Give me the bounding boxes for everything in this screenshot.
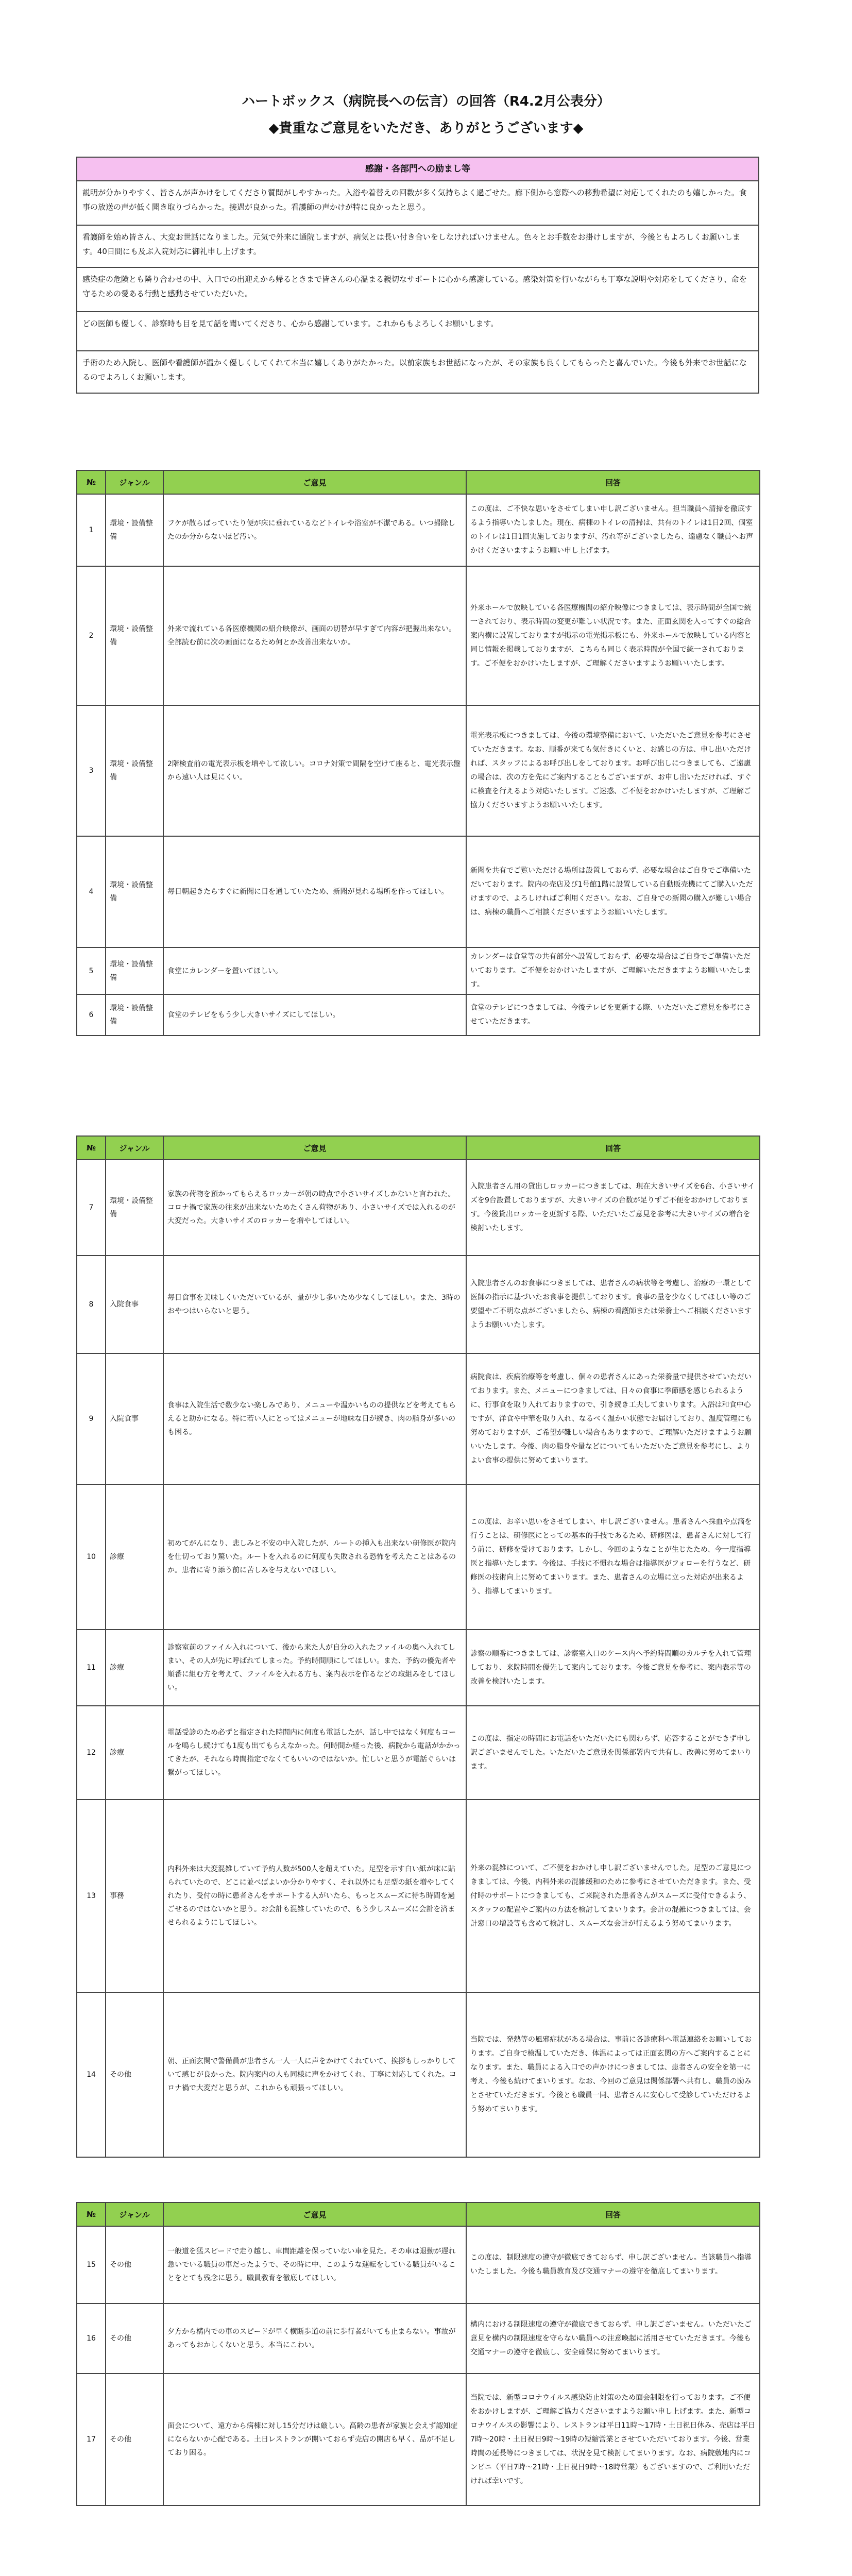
row-number: 12 — [77, 1706, 106, 1800]
thanks-item: どの医師も優しく、診察時も目を見て話を聞いてくださり、心から感謝しています。これからもよろしくお願いします。 — [77, 312, 758, 351]
table-header-row — [77, 1136, 760, 1160]
col-header-genre: ジャンル — [106, 470, 163, 494]
table-row — [77, 2226, 760, 2303]
row-answer: 新聞を共有でご覧いただける場所は設置しておらず、必要な場合はご自身でご準備いただいております。院内の売店及び1号館1階に設置している自動販売機にてご購入いただけますので、よろしければご利用ください。なお、ご自身での新聞の購入が難しい場合は、病棟の職員へご相談くださいますようお願いいたします。 — [466, 836, 760, 947]
row-answer: 食堂のテレビにつきましては、今後テレビを更新する際、いただいたご意見を参考にさせていただきます。 — [466, 994, 760, 1036]
opinions-table-1 — [76, 470, 760, 1036]
row-answer: この度は、お辛い思いをさせてしまい、申し訳ございません。患者さんへ採血や点滴を行うことは、研修医にとっての基本的手技であるため、研修医は、患者さんに対して行う前に、研修を受けております。しかし、今回のようなことが生じたため、今一度指導医と指導いたします。今後は、手技に不慣れな場合は指導医がフォローを行うなど、研修医の技術向上に努めてまいります。また、患者さんの立場に立った対応が出来るよう、指導してまいります。 — [466, 1484, 760, 1630]
row-opinion: 朝、正面玄関で警備員が患者さん一人一人に声をかけてくれていて、挨拶もしっかりしていて感じが良かった。院内案内の人も同様に声をかけてくれ、丁寧に対応してくれた。コロナ禍で大変だと思うが、これからも頑張ってほしい。 — [163, 1992, 466, 2157]
page-subtitle: ◆貴重なご意見をいただき、ありがとうございます◆ — [268, 121, 584, 136]
row-genre: 診療 — [106, 1630, 163, 1706]
row-answer: 病院食は、疾病治療等を考慮し、個々の患者さんにあった栄養量で提供させていただいております。また、メニューにつきましては、日々の食事に季節感を感じられるように、行事食を取り入れておりますので、引き続き工夫してまいります。入浴は和食中心ですが、洋食や中華を取り入れ、なるべく温かい状態でお届けしており、温度管理にも努めておりますが、ご希望が難しい場合もありますので、ご理解いただけますようお願いいたします。今後、肉の脂身や量などについてもいただいたご意見を参考にし、よりよい食事の提供に努めてまいります。 — [466, 1353, 760, 1484]
row-number: 1 — [77, 494, 106, 566]
col-header-opinion: ご意見 — [163, 1136, 466, 1160]
row-genre: 診療 — [106, 1484, 163, 1630]
row-opinion: 家族の荷物を預かってもらえるロッカーが朝の時点で小さいサイズしかないと言われた。コロナ禍で家族の往来が出来ないためたくさん荷物があり、小さいサイズでは入れるのが大変だった。大きいサイズのロッカーを増やしてほしい。 — [163, 1160, 466, 1256]
table-row — [77, 1256, 760, 1353]
table-row — [77, 2374, 760, 2505]
row-opinion: 毎日朝起きたらすぐに新聞に目を通していたため、新聞が見れる場所を作ってほしい。 — [163, 836, 466, 947]
row-answer: この度は、指定の時間にお電話をいただいたにも関わらず、応答することができず申し訳ございませんでした。いただいたご意見を関係部署内で共有し、改善に努めてまいります。 — [466, 1706, 760, 1800]
row-answer: 当院では、発熱等の風邪症状がある場合は、事前に各診療科へ電話連絡をお願いしております。ご自身で検温していただき、体温によっては正面玄関の方へご案内することになります。また、職員による入口での声かけにつきましては、患者さんの安全を第一に考え、今後も続けてまいります。なお、今回のご意見は関係部署へ共有し、職員の励みとさせていただきます。今後とも職員一同、患者さんに安心して受診していただけるよう努めてまいります。 — [466, 1992, 760, 2157]
row-genre: 診療 — [106, 1706, 163, 1800]
row-number: 17 — [77, 2374, 106, 2505]
row-genre: 環境・設備整備 — [106, 836, 163, 947]
row-genre: その他 — [106, 2374, 163, 2505]
row-answer: 外来ホールで放映している各医療機関の紹介映像につきましては、表示時間が全国で統一されており、表示時間の変更が難しい状況です。また、正面玄関を入ってすぐの総合案内横に設置しておりますが掲示の電光掲示板にも、外来ホールで放映している内容と同じ情報を掲載しておりますが、こちらも同じく表示時間が全国で統一されております。ご不便をおかけいたしますが、ご理解くださいますようお願いいたします。 — [466, 566, 760, 705]
row-opinion: 毎日食事を美味しくいただいているが、量が少し多いため少なくしてほしい。また、3時のおやつはいらないと思う。 — [163, 1256, 466, 1353]
table-row — [77, 1992, 760, 2157]
row-number: 2 — [77, 566, 106, 705]
row-number: 7 — [77, 1160, 106, 1256]
col-header-no: № — [77, 1136, 106, 1160]
opinions-table-3 — [76, 2202, 760, 2506]
row-answer: この度は、制限速度の遵守が徹底できておらず、申し訳ございません。当該職員へ指導いたしました。今後も職員教育及び交通マナーの遵守を徹底してまいります。 — [466, 2226, 760, 2303]
row-genre: 事務 — [106, 1800, 163, 1992]
col-header-answer: 回答 — [466, 2202, 760, 2226]
table-row — [77, 2303, 760, 2374]
row-number: 16 — [77, 2303, 106, 2374]
row-genre: 環境・設備整備 — [106, 1160, 163, 1256]
row-genre: 環境・設備整備 — [106, 705, 163, 836]
page-title: ハートボックス（病院長への伝言）の回答（R4.2月公表分） — [242, 94, 610, 109]
row-answer: 入院患者さん用の貸出しロッカーにつきましては、現在大きいサイズを6台、小さいサイズを9台設置しておりますが、大きいサイズの台数が足りずご不便をおかけしております。今後貸出ロッカーを更新する際、いただいたご意見を参考に大きいサイズの増台を検討いたします。 — [466, 1160, 760, 1256]
col-header-genre: ジャンル — [106, 1136, 163, 1160]
table-row — [77, 566, 760, 705]
table-row — [77, 1706, 760, 1800]
thanks-section — [76, 157, 759, 394]
table-row — [77, 994, 760, 1036]
row-number: 13 — [77, 1800, 106, 1992]
row-answer: 電光表示板につきましては、今後の環境整備において、いただいたご意見を参考にさせていただきます。なお、順番が来ても気付きにくいと、お感じの方は、申し出いただければ、スタッフによるお呼び出しをしております。お呼び出しにつきましても、ご遠慮の場合は、次の方を先にご案内することもございますが、お申し出いただければ、すぐに検査を行えるよう対応いたします。ご迷惑、ご不便をおかけいたしますが、ご理解ご協力くださいますようお願いいたします。 — [466, 705, 760, 836]
table-row — [77, 836, 760, 947]
col-header-no: № — [77, 470, 106, 494]
thanks-item: 説明が分かりやすく、皆さんが声かけをしてくださり質問がしやすかった。入浴や着替えの回数が多く気持ちよく過ごせた。廊下側から窓際への移動希望に対応してくれたのも嬉しかった。食事の放送の声が低く聞き取りづらかった。接遇が良かった。看護師の声かけが特に良かったと思う。 — [77, 181, 758, 226]
row-genre: 環境・設備整備 — [106, 494, 163, 566]
table-row — [77, 1160, 760, 1256]
row-genre: その他 — [106, 1992, 163, 2157]
row-genre: 環境・設備整備 — [106, 947, 163, 994]
table-header-row — [77, 470, 760, 494]
row-genre: その他 — [106, 2303, 163, 2374]
row-opinion: 食事は入院生活で数少ない楽しみであり、メニューや温かいものの提供などを考えてもらえると助かになる。特に若い人にとってはメニューが地味な日が続き、肉の脂身が多いのも困る。 — [163, 1353, 466, 1484]
opinions-table-2 — [76, 1136, 760, 2158]
row-answer: 当院では、新型コロナウイルス感染防止対策のため面会制限を行っております。ご不便をおかけしますが、ご理解ご協力くださいますようお願い申し上げます。また、新型コロナウイルスの影響により、レストランは平日11時～17時・土日祝日休み、売店は平日7時～20時・土日祝日9時～19時の短縮営業とさせていただいております。今後、営業時間の延長等につきましては、状況を見て検討してまいります。なお、病院敷地内にコンビニ（平日7時～21時・土日祝日9時～18時営業）もございますので、ご利用いただければ幸いです。 — [466, 2374, 760, 2505]
thanks-item: 看護師を始め皆さん、大変お世話になりました。元気で外来に通院しますが、病気とは長い付き合いをしなければいけません。色々とお手数をお掛けしますが、今後ともよろしくお願いします。40日間にも及ぶ入院対応に御礼申し上げます。 — [77, 226, 758, 268]
row-number: 6 — [77, 994, 106, 1036]
row-number: 8 — [77, 1256, 106, 1353]
col-header-answer: 回答 — [466, 1136, 760, 1160]
table-row — [77, 1800, 760, 1992]
col-header-no: № — [77, 2202, 106, 2226]
col-header-opinion: ご意見 — [163, 470, 466, 494]
table-header-row — [77, 2202, 760, 2226]
row-opinion: 診察室前のファイル入れについて、後から来た人が自分の入れたファイルの奥へ入れてしまい、その人が先に呼ばれてしまった。予約時間順にしてほしい。また、予約の優先者や順番に組む方を考えて、ファイルを入れる方も、案内表示を作るなどの取組みをしてほしい。 — [163, 1630, 466, 1706]
row-opinion: 一般道を猛スピードで走り越し、車間距離を保っていない車を見た。その車は退勤が遅れ急いでいる職員の車だったようで、その時に中、このような運転をしている職員がいることをとても残念に思う。職員教育を徹底してほしい。 — [163, 2226, 466, 2303]
row-number: 5 — [77, 947, 106, 994]
row-genre: 入院食事 — [106, 1256, 163, 1353]
row-number: 9 — [77, 1353, 106, 1484]
row-number: 4 — [77, 836, 106, 947]
table-row — [77, 494, 760, 566]
row-number: 10 — [77, 1484, 106, 1630]
thanks-item: 手術のため入院し、医師や看護師が温かく優しくしてくれて本当に嬉しくありがたかった。以前家族もお世話になったが、その家族も良くしてもらったと喜んでいた。今後も外来でお世話になるのでよろしくお願いします。 — [82, 358, 747, 382]
row-opinion: フケが散らばっていたり便が床に垂れているなどトイレや浴室が不潔である。いつ掃除したのか分からないほど汚い。 — [163, 494, 466, 566]
row-answer: この度は、ご不快な思いをさせてしまい申し訳ございません。担当職員へ清掃を徹底するよう指導いたしました。現在、病棟のトイレの清掃は、共有のトイレは1日2回、個室のトイレは1日1回実施しておりますが、汚れ等がございましたら、遠慮なく職員へお声かけくださいますようお願い申し上げます。 — [466, 494, 760, 566]
row-opinion: 初めてがんになり、悲しみと不安の中入院したが、ルートの挿入も出来ない研修医が院内を仕切っており驚いた。ルートを入れるのに何度も失敗される恐怖を考えたことはあるのか。患者に寄り添う前に苦しみを与えないでほしい。 — [163, 1484, 466, 1630]
row-answer: 診察の順番につきましては、診察室入口のケース内へ予約時間順のカルテを入れて管理しており、来院時間を優先して案内しております。今後ご意見を参考に、案内表示等の改善を検討いたします。 — [466, 1630, 760, 1706]
col-header-opinion: ご意見 — [163, 2202, 466, 2226]
row-number: 11 — [77, 1630, 106, 1706]
row-opinion: 食堂にカレンダーを置いてほしい。 — [163, 947, 466, 994]
row-number: 15 — [77, 2226, 106, 2303]
row-opinion: 面会について、遠方から病棟に対し15分だけは厳しい。高齢の患者が家族と会えず認知症にならないか心配である。土日レストランが開いておらず売店の開店も早く、品が不足しており困る。 — [163, 2374, 466, 2505]
col-header-genre: ジャンル — [106, 2202, 163, 2226]
row-genre: 入院食事 — [106, 1353, 163, 1484]
table-row — [77, 1484, 760, 1630]
row-number: 14 — [77, 1992, 106, 2157]
table-row — [77, 1353, 760, 1484]
row-opinion: 食堂のテレビをもう少し大きいサイズにしてほしい。 — [163, 994, 466, 1036]
row-answer: カレンダーは食堂等の共有部分へ設置しておらず、必要な場合はご自身でご準備いただいております。ご不便をおかけいたしますが、ご理解いただきますようお願いいたします。 — [466, 947, 760, 994]
row-number: 3 — [77, 705, 106, 836]
row-opinion: 外来で流れている各医療機関の紹介映像が、画面の切替が早すぎて内容が把握出来ない。全部読む前に次の画面になるため何とか改善出来ないか。 — [163, 566, 466, 705]
row-answer: 構内における制限速度の遵守が徹底できておらず、申し訳ございません。いただいたご意見を構内の制限速度を守らない職員への注意喚起に活用させていただきます。今後も交通マナーの遵守を徹底し、安全確保に努めてまいります。 — [466, 2303, 760, 2374]
row-opinion: 電話受診のため必ずと指定された時間内に何度も電話したが、話し中ではなく何度もコールを鳴らし続けても1度も出てもらえなかった。何時間か経った後、病院から電話がかかってきたが、それなら時間指定でなくてもいいのではないか。忙しいと思うが電話ぐらいは繋がってほしい。 — [163, 1706, 466, 1800]
row-answer: 外来の混雑について、ご不便をおかけし申し訳ございませんでした。足型のご意見につきましては、今後、内科外来の混雑緩和のために参考にさせていただきます。また、受付時のサポートにつきましても、ご来院された患者さんがスムーズに受付できるよう、スタッフの配置やご案内の方法を検討してまいります。会計の混雑につきましては、会計窓口の増設等も含めて検討し、スムーズな会計が行えるよう努めてまいります。 — [466, 1800, 760, 1992]
row-answer: 入院患者さんのお食事につきましては、患者さんの病状等を考慮し、治療の一環として医師の指示に基づいたお食事を提供しております。食事の量を少なくしてほしい等のご要望やご不明な点がございましたら、病棟の看護師または栄養士へご相談くださいますようお願いいたします。 — [466, 1256, 760, 1353]
thanks-heading: 感謝・各部門への励まし等 — [77, 158, 758, 181]
thanks-item: 感染症の危険とも隣り合わせの中、入口での出迎えから帰るときまで皆さんの心温まる親切なサポートに心から感謝している。感染対策を行いながらも丁寧な説明や対応をしてくださり、命を守るための愛ある行動と感動させていただいた。 — [77, 268, 758, 312]
row-opinion: 夕方から構内での車のスピードが早く横断歩道の前に歩行者がいても止まらない。事故があってもおかしくないと思う。本当にこわい。 — [163, 2303, 466, 2374]
table-row — [77, 705, 760, 836]
col-header-answer: 回答 — [466, 470, 760, 494]
row-genre: 環境・設備整備 — [106, 566, 163, 705]
row-opinion: 内科外来は大変混雑していて予約人数が500人を超えていた。足型を示す白い紙が床に貼られていたので、どこに並べばよいか分かりやすく、それ以外にも足型の紙を増やしてくれたり、受付の時に患者さんをサポートする人がいたら、もっとスムーズに待ち時間を過ごせるのではないかと思う。お会計も混雑していたので、もう少しスムーズに会計を済ませられるようにしてほしい。 — [163, 1800, 466, 1992]
table-row — [77, 1630, 760, 1706]
row-genre: その他 — [106, 2226, 163, 2303]
table-row — [77, 947, 760, 994]
row-genre: 環境・設備整備 — [106, 994, 163, 1036]
row-opinion: 2階検査前の電光表示板を増やして欲しい。コロナ対策で間隔を空けて座ると、電光表示盤から遠い人は見にくい。 — [163, 705, 466, 836]
